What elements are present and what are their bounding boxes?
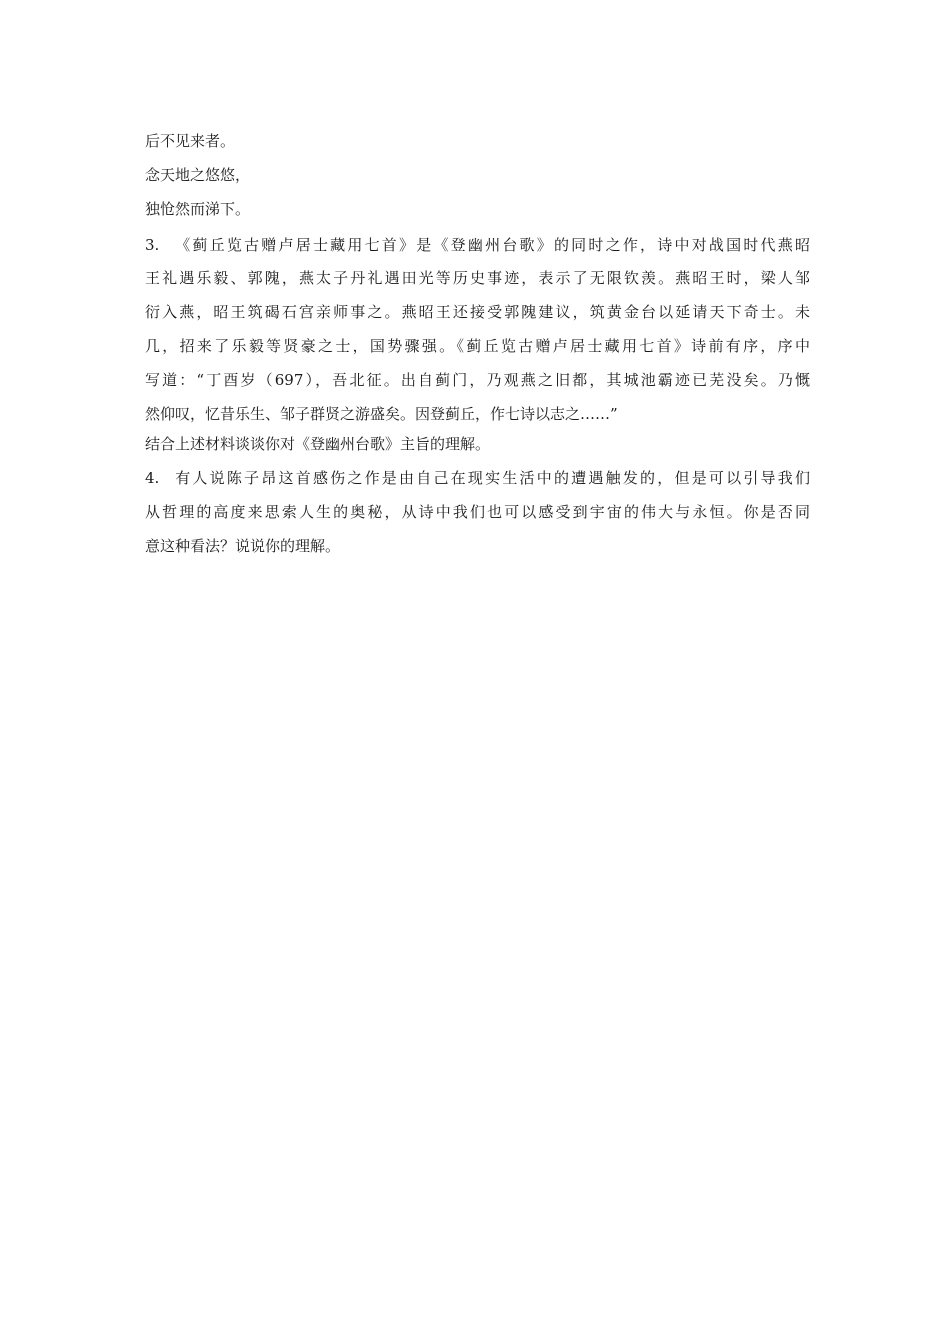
question-number: 3. <box>145 236 160 254</box>
question-line: 衍入燕，昭王筑碣石宫亲师事之。燕昭王还接受郭隗建议，筑黄金台以延请天下奇士。未 <box>145 303 810 321</box>
question-line: 王礼遇乐毅、郭隗，燕太子丹礼遇田光等历史事迹，表示了无限钦羡。燕昭王时，梁人邹 <box>145 269 810 287</box>
document-content <box>145 124 810 563</box>
poem-line: 后不见来者。 <box>145 132 236 150</box>
question-text: 《蓟丘览古赠卢居士藏用七首》是《登幽州台歌》的同时之作，诗中对战国时代燕昭 <box>173 236 810 254</box>
question-line <box>145 461 810 495</box>
question-line: 从哲理的高度来思索人生的奥秘，从诗中我们也可以感受到宇宙的伟大与永恒。你是否同 <box>145 503 810 521</box>
question-line: 然仰叹，忆昔乐生、邹子群贤之游盛矣。因登蓟丘，作七诗以志之……” <box>145 405 618 423</box>
poem-line: 独怆然而涕下。 <box>145 200 251 218</box>
question-line <box>145 230 810 261</box>
question-line: 几，招来了乐毅等贤豪之士，国势骤强。《蓟丘览古赠卢居士藏用七首》诗前有序，序中 <box>145 337 810 355</box>
question-line: 写道：“丁酉岁（697），吾北征。出自蓟门，乃观燕之旧都，其城池霸迹已芜没矣。乃慨 <box>145 371 810 389</box>
question-line: 意这种看法？说说你的理解。 <box>145 537 341 555</box>
question-text: 有人说陈子昂这首感伤之作是由自己在现实生活中的遭遇触发的，但是可以引导我们 <box>173 469 810 487</box>
poem-block <box>145 124 810 226</box>
poem-line: 念天地之悠悠， <box>145 166 251 184</box>
question-4 <box>145 461 810 563</box>
question-3 <box>145 230 810 457</box>
question-prompt: 结合上述材料谈谈你对《登幽州台歌》主旨的理解。 <box>145 435 491 453</box>
question-number: 4. <box>145 469 160 487</box>
